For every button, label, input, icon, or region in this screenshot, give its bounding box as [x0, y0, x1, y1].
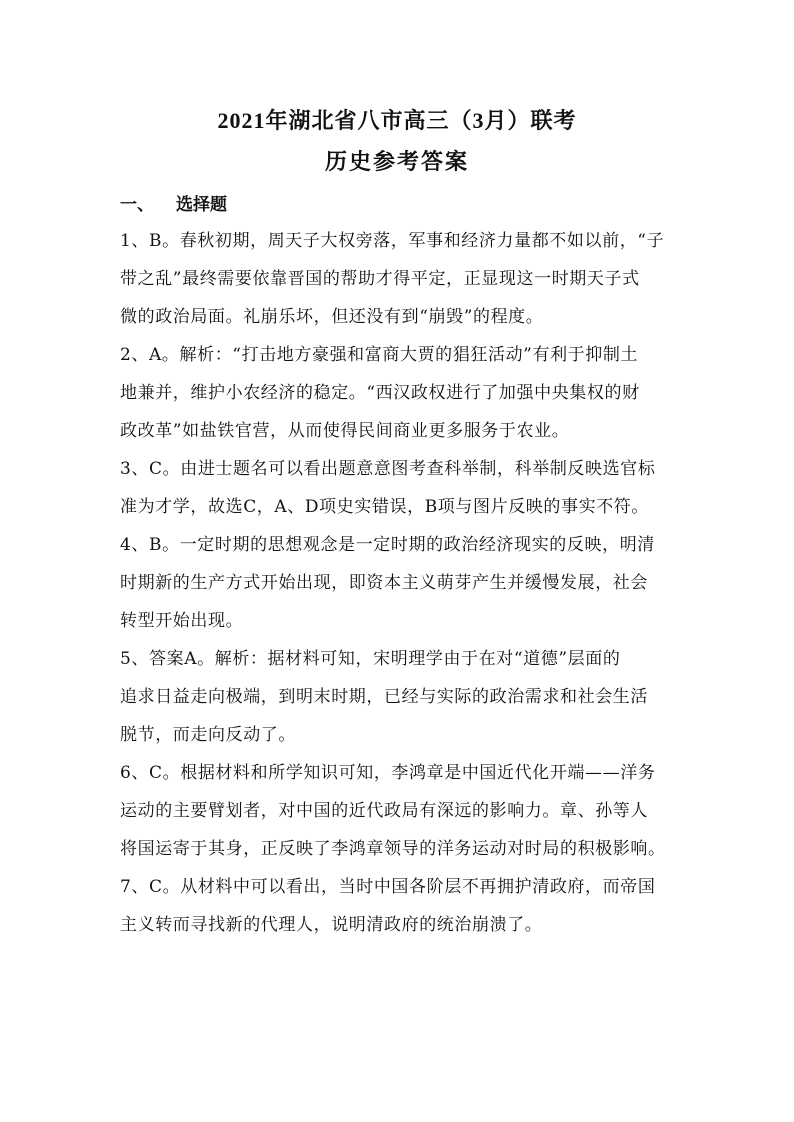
- answer-list: [120, 222, 680, 944]
- answer-line: 2、A。解析：“打击地方豪强和富商大贾的猖狂活动”有利于抑制土: [120, 345, 639, 365]
- answer-line: 微的政治局面。礼崩乐坏，但还没有到“崩毁”的程度。: [120, 307, 544, 327]
- answer-item-1: [120, 222, 680, 336]
- answer-line: 带之乱”最终需要依靠晋国的帮助才得平定，正显现这一时期天子式: [120, 269, 640, 289]
- answer-line: 时期新的生产方式开始出现，即资本主义萌芽产生并缓慢发展，社会: [120, 573, 648, 593]
- answer-item-7: [120, 868, 680, 944]
- answer-line: 3、C。由进士题名可以看出题意意图考查科举制，科举制反映选官标: [120, 459, 656, 479]
- answer-line: 主义转而寻找新的代理人，说明清政府的统治崩溃了。: [120, 915, 543, 935]
- answer-line: 将国运寄于其身，正反映了李鸿章领导的洋务运动对时局的积极影响。: [120, 839, 666, 859]
- answer-line: 4、B。一定时期的思想观念是一定时期的政治经济现实的反映，明清: [120, 535, 655, 555]
- answer-line: 6、C。根据材料和所学知识可知，李鸿章是中国近代化开端——洋务: [120, 763, 656, 783]
- section-number: 一、: [120, 195, 154, 215]
- document-title: 2021年湖北省八市高三（3月）联考: [217, 108, 577, 133]
- answer-line: 准为才学，故选C，A、D项史实错误，B项与图片反映的事实不符。: [120, 497, 650, 517]
- answer-item-4: [120, 526, 680, 640]
- answer-item-6: [120, 754, 680, 868]
- section-label: 选择题: [176, 195, 227, 215]
- answer-item-5: [120, 640, 680, 754]
- answer-line: 追求日益走向极端，到明末时期，已经与实际的政治需求和社会生活: [120, 687, 648, 707]
- answer-item-2: [120, 336, 680, 450]
- answer-line: 1、B。春秋初期，周天子大权旁落，军事和经济力量都不如以前，“子: [120, 231, 665, 251]
- answer-line: 转型开始出现。: [120, 611, 244, 631]
- answer-line: 脱节，而走向反动了。: [120, 725, 296, 745]
- document-subtitle: 历史参考答案: [324, 149, 469, 174]
- answer-item-3: [120, 450, 680, 526]
- answer-line: 5、答案A。解析：据材料可知，宋明理学由于在对“道德”层面的: [120, 649, 621, 669]
- answer-line: 政改革”如盐铁官营，从而使得民间商业更多服务于农业。: [120, 421, 570, 441]
- section-heading: [120, 190, 227, 215]
- answer-line: 7、C。从材料中可以看出，当时中国各阶层不再拥护清政府，而帝国: [120, 877, 656, 897]
- answer-line: 地兼并，维护小农经济的稳定。“西汉政权进行了加强中央集权的财: [120, 383, 640, 403]
- answer-line: 运动的主要臂划者，对中国的近代政局有深远的影响力。章、孙等人: [120, 801, 648, 821]
